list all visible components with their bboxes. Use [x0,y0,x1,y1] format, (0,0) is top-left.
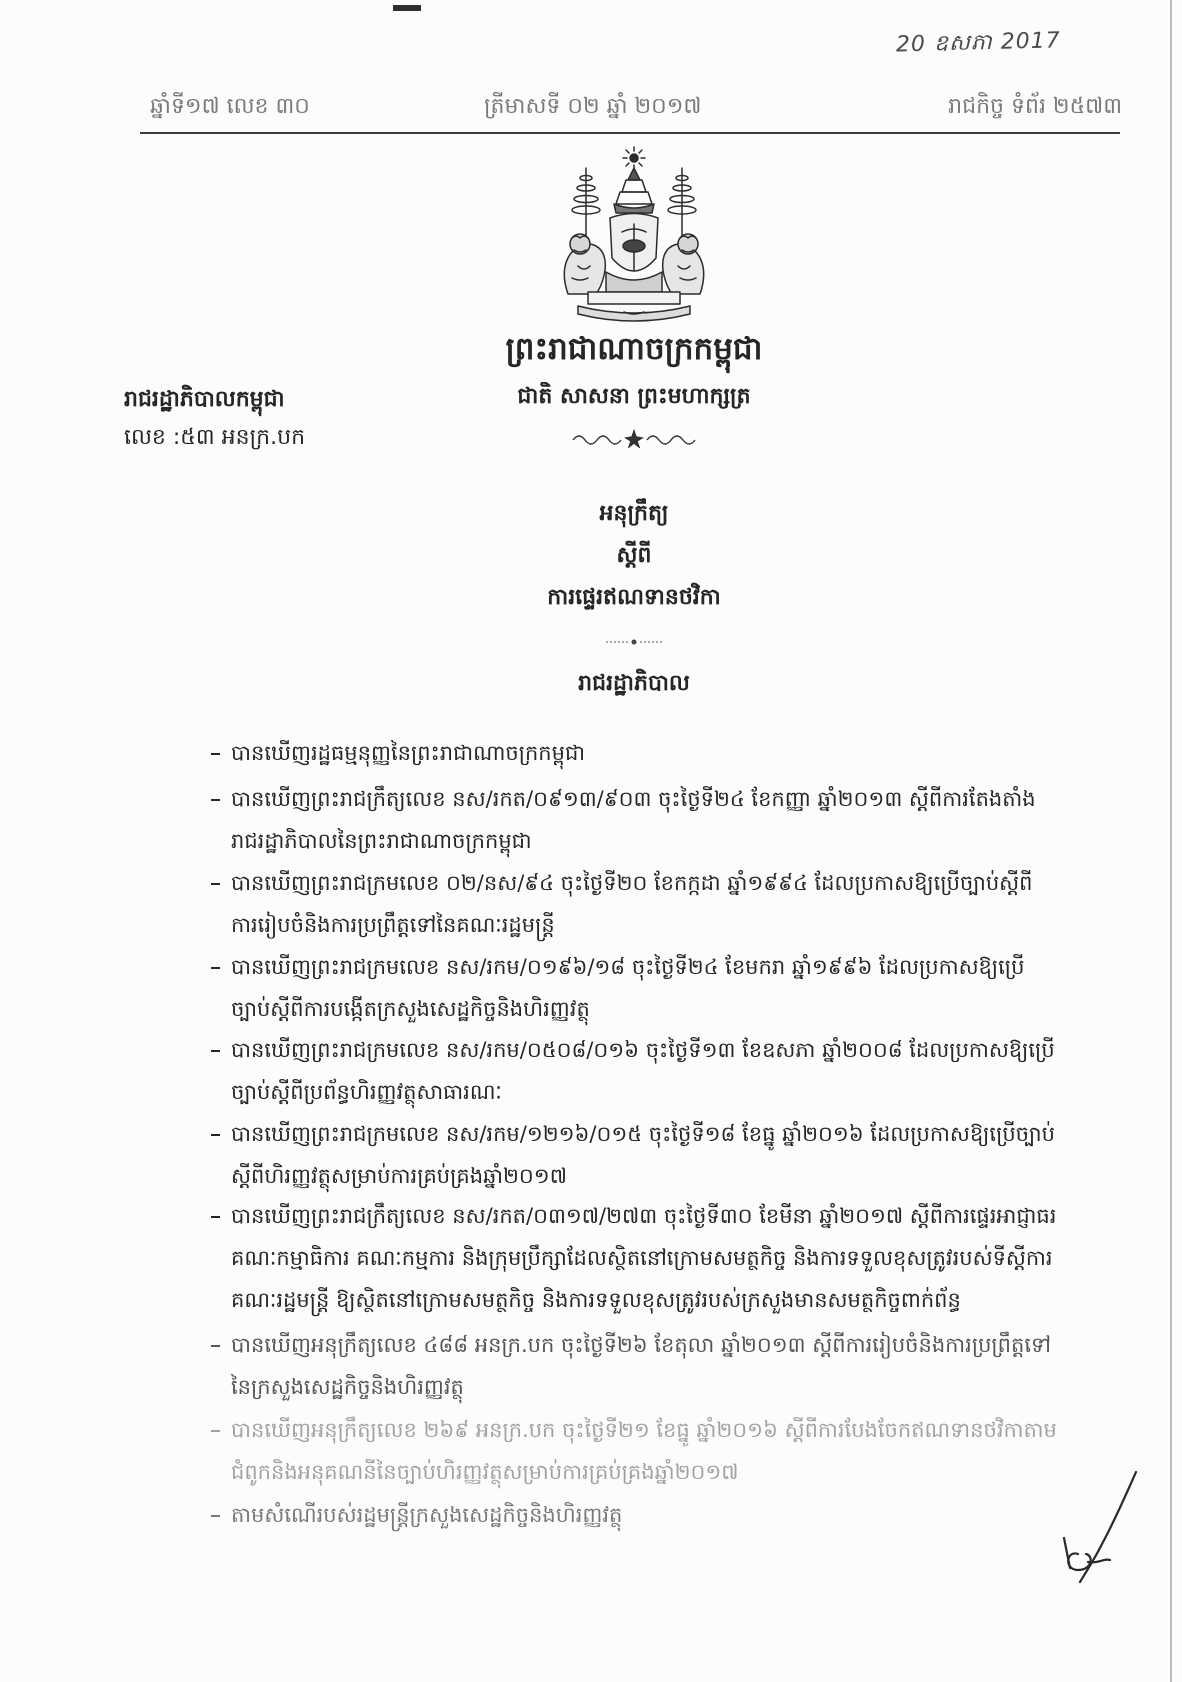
preamble-item [0,1195,1182,1321]
gazette-quarter: ត្រីមាសទី ០២ ឆ្នាំ ២០១៧ [484,94,702,119]
preamble-item [0,1494,1182,1536]
preamble-line: តាមសំណើរបស់រដ្ឋមន្ត្រីក្រសួងសេដ្ឋកិច្ចនិងហិរញ្ញវត្ថុ [231,1503,623,1527]
list-dash [211,1515,220,1517]
motto-ornament-icon [569,428,699,448]
national-motto: ជាតិ សាសនា ព្រះមហាក្សត្រ [517,384,751,409]
document-about: ស្តីពី [616,543,652,568]
preamble-line: បានឃើញអនុក្រឹត្យលេខ ៤៨៨ អនក្រ.បក ចុះថ្ងៃទី២៦ ខែតុលា ឆ្នាំ២០១៣ ស្តីពីការរៀបចំនិងការប្រព្រឹត្តទៅ [231,1333,1051,1357]
preamble-line: បានឃើញព្រះរាជក្រមលេខ នស/រកម/០១៩៦/១៨ ចុះថ្ងៃទី២៤ ខែមករា ឆ្នាំ១៩៩៦ ដែលប្រកាសឱ្យប្រើ [231,955,1025,979]
preamble-line: ច្បាប់ស្តីពីការបង្កើតក្រសួងសេដ្ឋកិច្ចនិងហិរញ្ញវត្ថុ [231,997,590,1021]
preamble-item [0,1029,1182,1113]
list-dash [211,1345,220,1347]
list-dash [211,967,220,969]
preamble-item [0,1324,1182,1408]
document-type: អនុក្រឹត្យ [599,501,669,526]
signature-icon [1046,1468,1146,1588]
kingdom-name: ព្រះរាជាណាចក្រកម្ពុជា [505,331,763,367]
preamble-line: គណៈរដ្ឋមន្ត្រី ឱ្យស្ថិតនៅក្រោមសមត្ថកិច្ច និងការទទួលខុសត្រូវរបស់ក្រសួងមានសមត្ថកិច្ចពាក់ព័ន្ធ [231,1288,961,1312]
section-ornament-icon [604,637,664,647]
list-dash [211,753,220,755]
handwritten-date: 20 ឧសភា 2017 [895,28,1062,58]
preamble-line: ស្តីពីហិរញ្ញវត្ថុសម្រាប់ការគ្រប់គ្រងឆ្នាំ២០១៧ [231,1164,567,1188]
preamble-line: គណៈកម្មាធិការ គណៈកម្មការ និងក្រុមប្រឹក្សាដែលស្ថិតនៅក្រោមសមត្ថកិច្ច និងការទទួលខុសត្រូវរបស់ទីស្តីការ [231,1246,1053,1270]
preamble-item [0,946,1182,1030]
preamble-line: បានឃើញព្រះរាជក្រឹត្យលេខ នស/រកត/០៣១៧/២៧៣ ចុះថ្ងៃទី៣០ ខែមីនា ឆ្នាំ២០១៧ ស្តីពីការផ្ទេរអាជ្ញាធរ [231,1204,1057,1228]
gazette-year-issue: ឆ្នាំទី១៧ លេខ ៣០ [150,94,310,119]
list-dash [211,1134,220,1136]
scan-artifact-mark [393,5,421,11]
royal-coat-of-arms-icon [548,146,720,324]
preamble-item [0,732,1182,774]
list-dash [211,1050,220,1052]
preamble-line: បានឃើញអនុក្រឹត្យលេខ ២៦៩ អនក្រ.បក ចុះថ្ងៃទី២១ ខែធ្នូ ឆ្នាំ២០១៦ ស្តីពីការបែងចែកឥណទានថវិកាតាម [231,1418,1057,1442]
decree-number: លេខ :៥៣ អនក្រ.បក [124,425,306,450]
preamble-item [0,1409,1182,1493]
issuer-name: រាជរដ្ឋាភិបាលកម្ពុជា [124,387,285,412]
list-dash [211,1216,220,1218]
preamble-line: រាជរដ្ឋាភិបាលនៃព្រះរាជាណាចក្រកម្ពុជា [231,829,532,853]
preamble-line: បានឃើញព្រះរាជក្រមលេខ ០២/នស/៩៤ ចុះថ្ងៃទី២០ ខែកក្កដា ឆ្នាំ១៩៩៤ ដែលប្រកាសឱ្យប្រើច្បាប់ស្តីពី [231,871,1033,895]
preamble-line: បានឃើញរដ្ឋធម្មនុញ្ញនៃព្រះរាជាណាចក្រកម្ពុជា [231,741,585,765]
gazette-page-number: រាជកិច្ច ទំព័រ ២៥៧៣ [948,94,1122,119]
issuing-authority: រាជរដ្ឋាភិបាល [578,671,690,696]
preamble-item [0,1113,1182,1197]
preamble-line: ច្បាប់ស្តីពីប្រព័ន្ធហិរញ្ញវត្ថុសាធារណៈ [231,1080,502,1104]
preamble-line: នៃក្រសួងសេដ្ឋកិច្ចនិងហិរញ្ញវត្ថុ [231,1375,464,1399]
preamble-line: បានឃើញព្រះរាជក្រមលេខ នស/រកម/១២១៦/០១៥ ចុះថ្ងៃទី១៨ ខែធ្នូ ឆ្នាំ២០១៦ ដែលប្រកាសឱ្យប្រើច្បាប់ [231,1122,1055,1146]
preamble-line: ជំពូកនិងអនុគណនីនៃច្បាប់ហិរញ្ញវត្ថុសម្រាប់ការគ្រប់គ្រងឆ្នាំ២០១៧ [231,1460,739,1484]
preamble-item [0,778,1182,862]
preamble-line: បានឃើញព្រះរាជក្រមលេខ នស/រកម/០៥០៨/០១៦ ចុះថ្ងៃទី១៣ ខែឧសភា ឆ្នាំ២០០៨ ដែលប្រកាសឱ្យប្រើ [231,1038,1055,1062]
preamble-item [0,862,1182,946]
list-dash [211,799,220,801]
preamble-line: បានឃើញព្រះរាជក្រឹត្យលេខ នស/រកត/០៩១៣/៩០៣ ចុះថ្ងៃទី២៤ ខែកញ្ញា ឆ្នាំ២០១៣ ស្តីពីការតែងតាំង [231,787,1036,811]
list-dash [211,1430,220,1432]
document-subject: ការផ្ទេរឥណទានថវិកា [547,585,721,610]
preamble-line: ការរៀបចំនិងការប្រព្រឹត្តទៅនៃគណៈរដ្ឋមន្ត្រី [231,913,555,937]
list-dash [211,883,220,885]
header-divider [140,132,1120,134]
